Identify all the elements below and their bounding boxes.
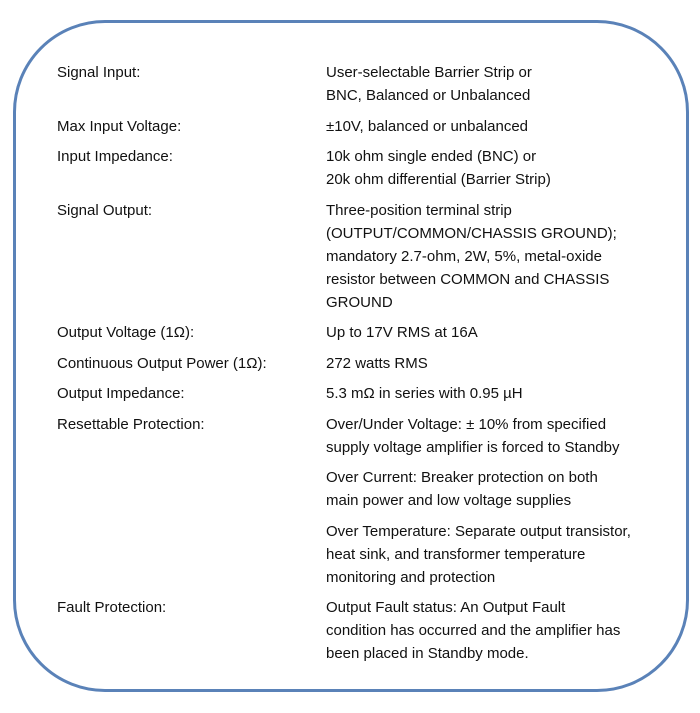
spec-value (326, 145, 677, 191)
spec-value (326, 352, 677, 375)
spec-value-line: resistor between COMMON and CHASSIS (326, 270, 610, 288)
spec-row (57, 413, 677, 589)
spec-value-paragraph (326, 382, 677, 405)
spec-row (57, 115, 677, 138)
spec-value-paragraph (326, 145, 677, 191)
spec-row (57, 321, 677, 344)
spec-value-line: 10k ohm single ended (BNC) or (326, 148, 537, 165)
spec-value-paragraph (326, 321, 677, 344)
spec-value-line: heat sink, and transformer temperature (326, 545, 586, 563)
spec-row (57, 352, 677, 375)
spec-value-line: Three-position terminal strip (326, 201, 512, 219)
spec-value-line: ±10V, balanced or unbalanced (326, 117, 529, 135)
spec-value-line: 20k ohm differential (Barrier Strip) (326, 171, 551, 188)
spec-label: Output Impedance: (57, 385, 185, 402)
spec-value-paragraph (326, 199, 677, 314)
specifications-table (57, 61, 677, 673)
spec-row (57, 199, 677, 314)
spec-value (326, 199, 677, 314)
spec-row (57, 145, 677, 191)
spec-value-line: main power and low voltage supplies (326, 492, 572, 509)
spec-value-paragraph (326, 352, 677, 375)
spec-value-paragraph (326, 466, 677, 512)
spec-value-paragraph (326, 115, 677, 138)
spec-value-line: monitoring and protection (326, 568, 496, 586)
spec-value-line: 272 watts RMS (326, 354, 428, 372)
spec-value-line: Over/Under Voltage: ± 10% from specified (326, 415, 607, 433)
spec-value-line: (OUTPUT/COMMON/CHASSIS GROUND); (326, 224, 617, 242)
spec-value (326, 61, 677, 107)
spec-value-line: User-selectable Barrier Strip or (326, 64, 532, 81)
spec-row (57, 382, 677, 405)
spec-label: Signal Output: (57, 201, 153, 219)
spec-value (326, 382, 677, 405)
spec-label: Signal Input: (57, 64, 141, 81)
spec-label: Resettable Protection: (57, 415, 205, 433)
spec-value (326, 596, 677, 665)
spec-row (57, 61, 677, 107)
spec-value-line: GROUND (326, 293, 393, 311)
spec-label: Max Input Voltage: (57, 117, 182, 135)
spec-value-line: condition has occurred and the amplifier has (326, 622, 621, 639)
spec-value-paragraph (326, 413, 677, 459)
spec-value-paragraph (326, 596, 677, 665)
spec-value-paragraph (326, 61, 677, 107)
spec-value-line: BNC, Balanced or Unbalanced (326, 87, 531, 104)
spec-value-line: Output Fault status: An Output Fault (326, 599, 566, 616)
spec-value-line: Over Temperature: Separate output transistor, (326, 522, 631, 540)
spec-value-line: mandatory 2.7-ohm, 2W, 5%, metal-oxide (326, 247, 602, 265)
spec-value-line: been placed in Standby mode. (326, 645, 529, 662)
spec-value-line: supply voltage amplifier is forced to Standby (326, 438, 620, 456)
spec-label: Input Impedance: (57, 148, 173, 165)
spec-value-line: 5.3 mΩ in series with 0.95 µH (326, 385, 523, 402)
spec-value (326, 321, 677, 344)
spec-row (57, 596, 677, 665)
spec-value-line: Up to 17V RMS at 16A (326, 324, 478, 341)
spec-value-paragraph (326, 520, 677, 589)
spec-label: Fault Protection: (57, 599, 167, 616)
spec-value-line: Over Current: Breaker protection on both (326, 469, 598, 486)
spec-value (326, 115, 677, 138)
spec-value (326, 413, 677, 589)
spec-label: Continuous Output Power (1Ω): (57, 354, 267, 372)
spec-label: Output Voltage (1Ω): (57, 324, 195, 341)
